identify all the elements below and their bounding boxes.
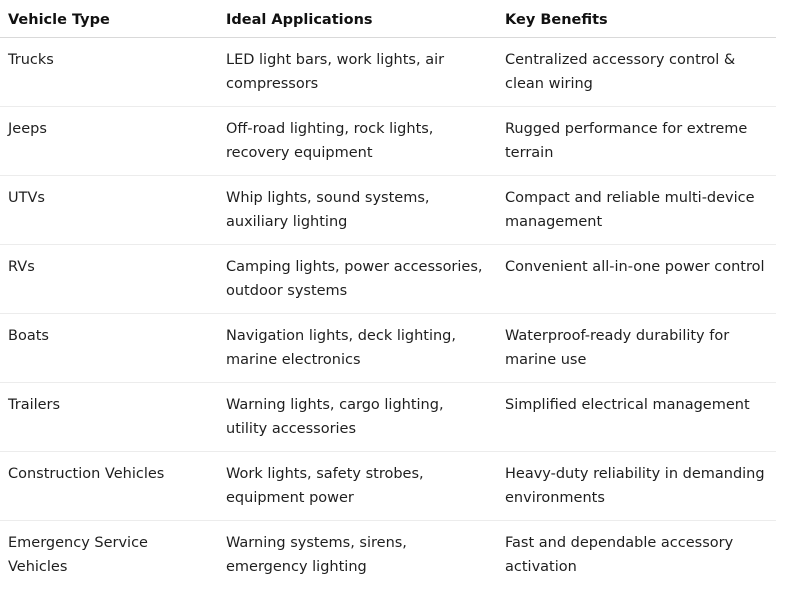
benefits-cell: Waterproof-ready durability for marine use — [497, 314, 776, 383]
table-row — [0, 452, 776, 521]
benefits-cell: Convenient all-in-one power control — [497, 245, 776, 314]
applications-cell: Off-road lighting, rock lights, recovery equipment — [218, 107, 497, 176]
applications-cell: Whip lights, sound systems, auxiliary lighting — [218, 176, 497, 245]
vehicle-type-cell: Trucks — [0, 38, 218, 107]
applications-cell: Navigation lights, deck lighting, marine electronics — [218, 314, 497, 383]
column-header-vehicle-type: Vehicle Type — [0, 0, 218, 38]
benefits-cell: Centralized accessory control & clean wiring — [497, 38, 776, 107]
vehicle-type-cell: Emergency Service Vehicles — [8, 535, 148, 575]
applications-cell: Warning systems, sirens, emergency lighting — [226, 535, 407, 575]
benefits-cell: Heavy-duty reliability in demanding environments — [497, 452, 776, 521]
table-row — [0, 107, 776, 176]
table-row — [0, 521, 776, 590]
applications-cell: Camping lights, power accessories, outdoor systems — [218, 245, 497, 314]
vehicle-type-cell: Jeeps — [0, 107, 218, 176]
vehicle-type-cell: Trailers — [0, 383, 218, 452]
table-row — [0, 176, 776, 245]
applications-cell: LED light bars, work lights, air compressors — [218, 38, 497, 107]
applications-cell: Work lights, safety strobes, equipment power — [218, 452, 497, 521]
vehicle-type-cell: RVs — [0, 245, 218, 314]
table-row — [0, 314, 776, 383]
vehicle-type-cell: Construction Vehicles — [0, 452, 218, 521]
table-header-row — [0, 0, 776, 38]
table-row — [0, 383, 776, 452]
benefits-cell: Fast and dependable accessory activation — [505, 535, 734, 575]
benefits-cell: Simplified electrical management — [497, 383, 776, 452]
vehicle-type-cell: UTVs — [0, 176, 218, 245]
benefits-cell: Rugged performance for extreme terrain — [497, 107, 776, 176]
table-row — [0, 245, 776, 314]
column-header-key-benefits: Key Benefits — [497, 0, 776, 38]
benefits-cell: Compact and reliable multi-device management — [497, 176, 776, 245]
applications-cell: Warning lights, cargo lighting, utility accessories — [218, 383, 497, 452]
column-header-ideal-applications: Ideal Applications — [218, 0, 497, 38]
table-row — [0, 38, 776, 107]
vehicle-type-cell: Boats — [0, 314, 218, 383]
